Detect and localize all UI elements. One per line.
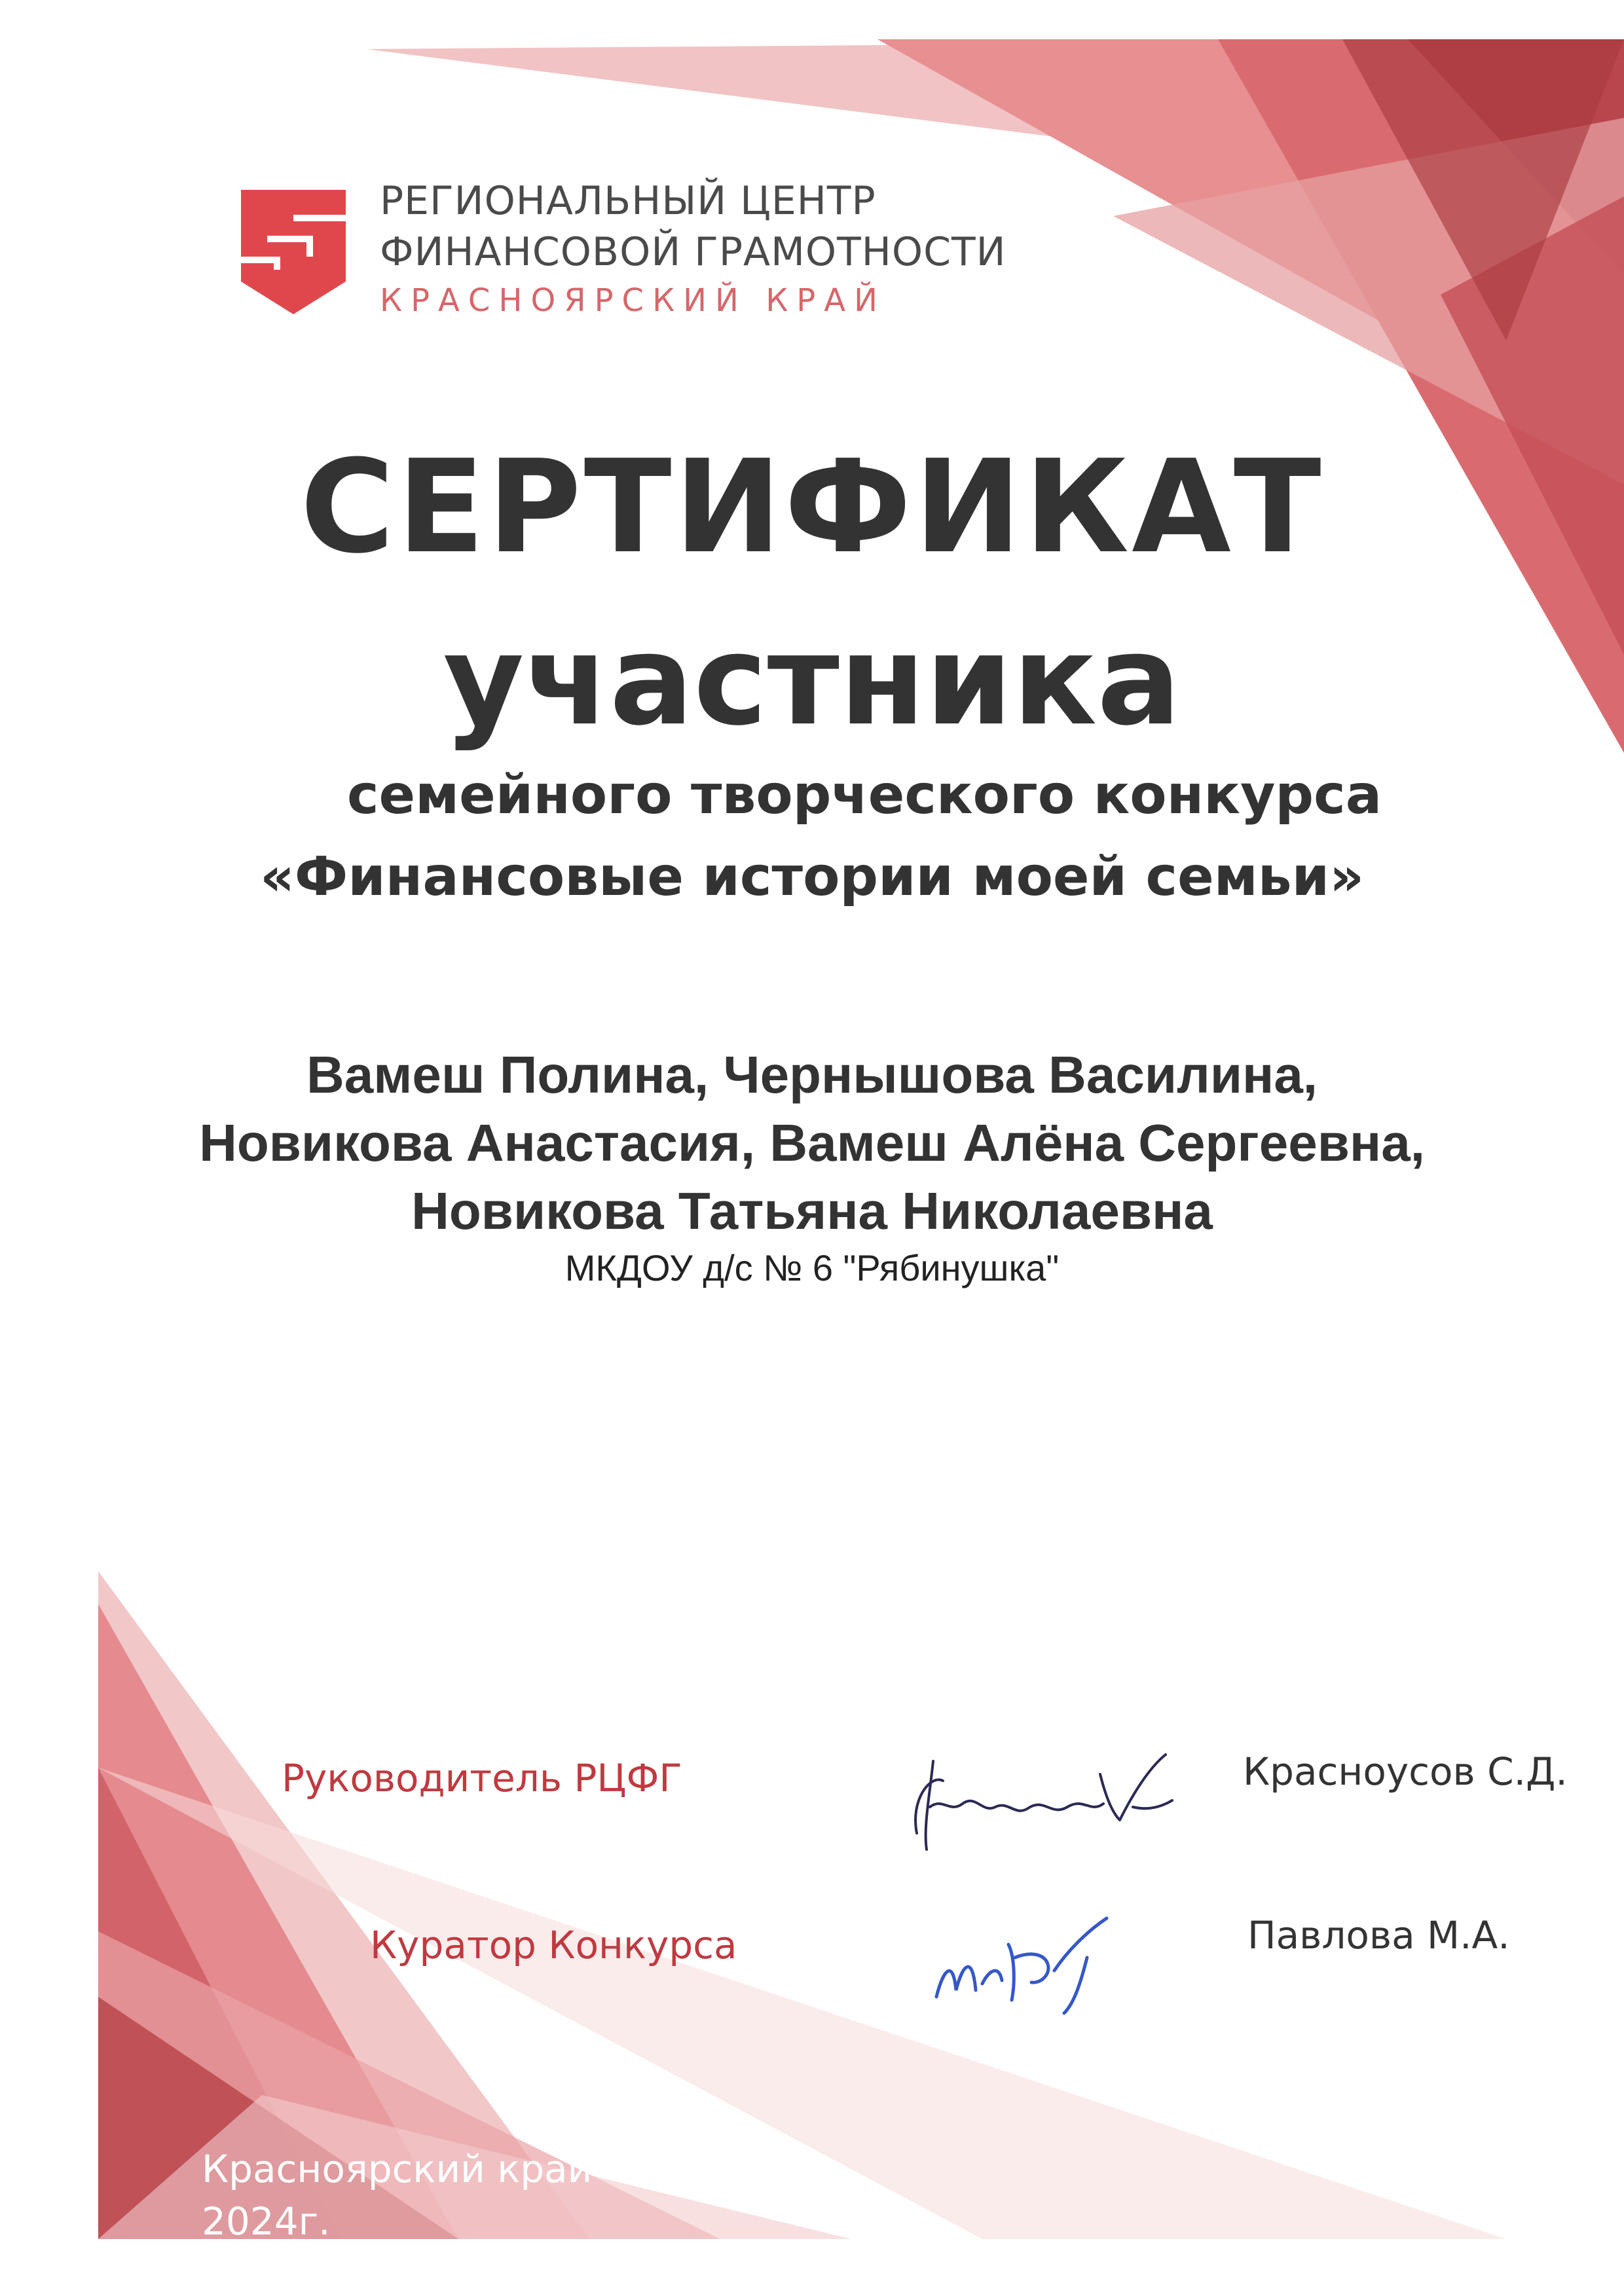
participants-line-2: Новикова Анастасия, Вамеш Алёна Сергеевна, [199,1114,1425,1172]
brand-line-1: РЕГИОНАЛЬНЫЙ ЦЕНТР [380,178,876,224]
signature-1 [904,1735,1179,1866]
certificate-title: СЕРТИФИКАТ [300,433,1324,582]
organization: МКДОУ д/с № 6 "Рябинушка" [564,1247,1060,1288]
participants-line-1: Вамеш Полина, Чернышова Василина, [306,1046,1318,1104]
contest-subtitle-2: «Финансовые истории моей семьи» [259,846,1365,908]
signature-2 [917,1892,1139,2023]
signer-name-2: Павлова М.А. [1247,1913,1510,1958]
signer-role-2: Куратор Конкурса [370,1923,737,1967]
logo-icon [241,190,346,314]
brand-line-2: ФИНАНСОВОЙ ГРАМОТНОСТИ [380,229,1006,275]
brand-line-3: КРАСНОЯРСКИЙ КРАЙ [380,282,886,319]
signer-role-1: Руководитель РЦФГ [282,1756,682,1800]
contest-subtitle-1: семейного творческого конкурса [346,764,1382,826]
footer-year: 2024г. [202,2199,331,2244]
participants-line-3: Новикова Татьяна Николаевна [411,1182,1213,1240]
certificate-title-2: участника [443,608,1181,753]
signer-name-1: Красноусов С.Д. [1243,1749,1568,1794]
footer-region: Красноярский край [202,2147,593,2191]
brand-name [380,175,1006,323]
